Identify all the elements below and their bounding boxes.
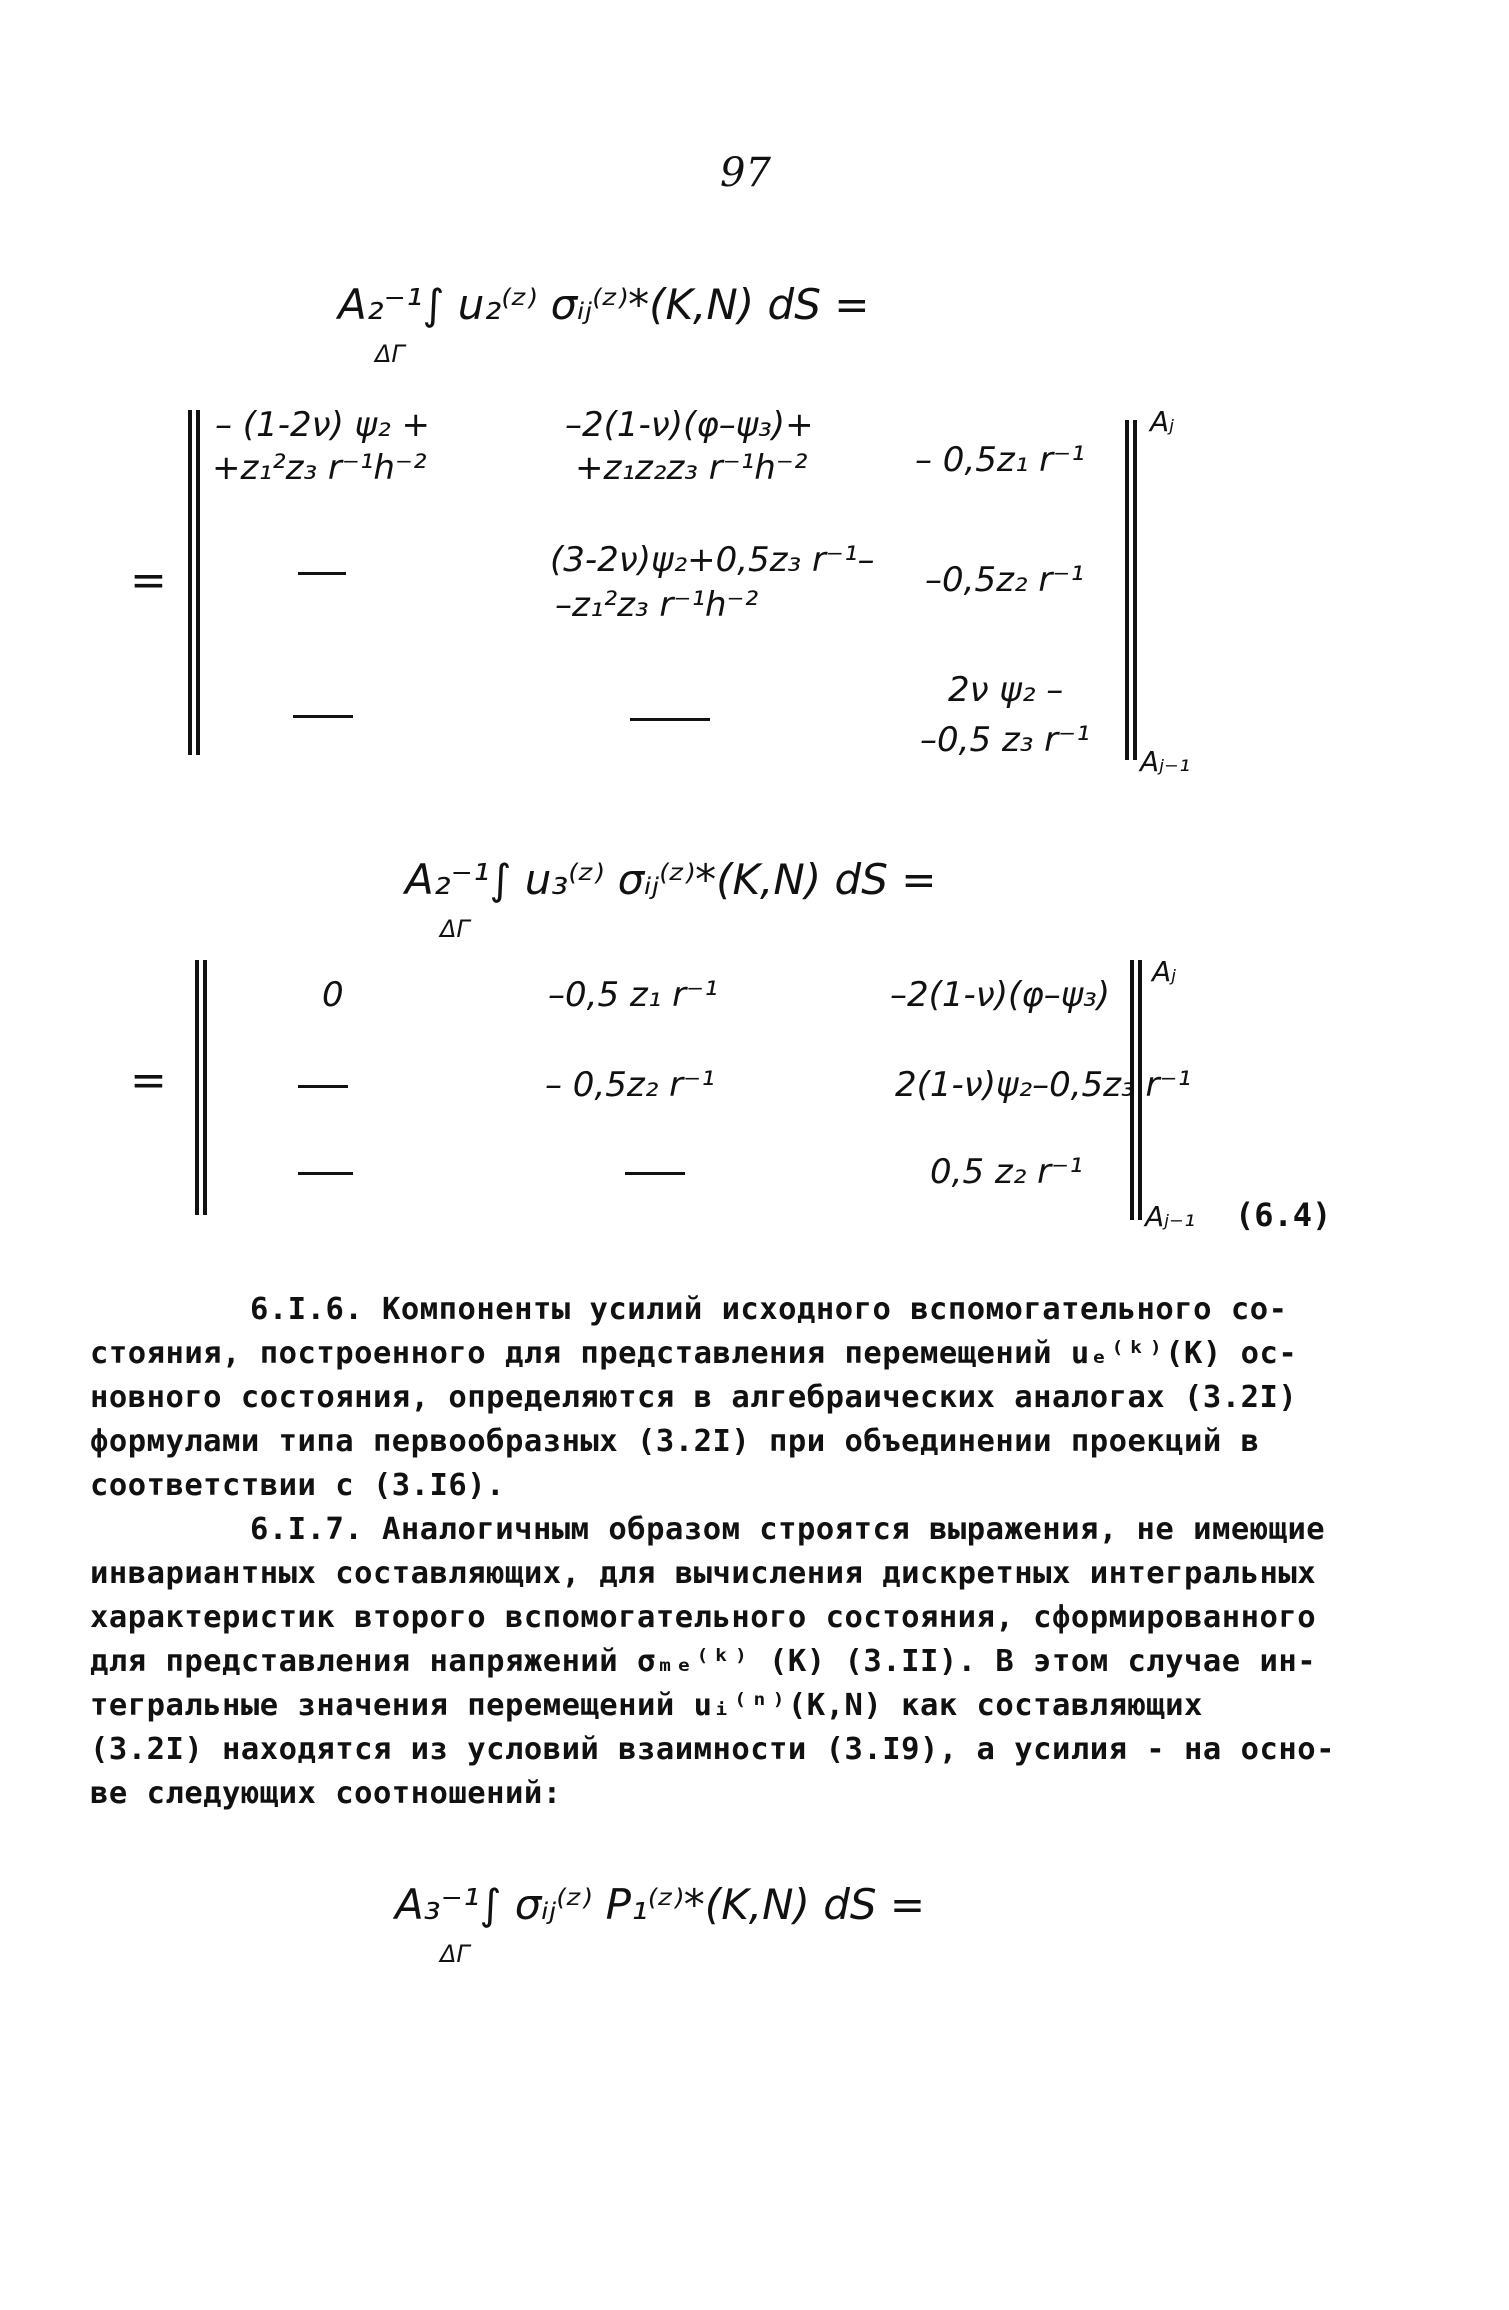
eq2-r1c1: 0 — [322, 975, 344, 1015]
eq2-r3c3: 0,5 z₂ r⁻¹ — [930, 1152, 1083, 1192]
paragraph-line: соответствии с (3.I6). — [90, 1468, 505, 1503]
eq2-r2c2: – 0,5z₂ r⁻¹ — [545, 1065, 715, 1105]
eq1-r3c1-dash — [293, 715, 353, 718]
eq3-lhs-subscript: ΔΓ — [440, 1940, 470, 1968]
eq2-left-bar — [195, 960, 199, 1215]
paragraph-line: для представления напряжений σₘₑ⁽ᵏ⁾ (K) (3.II). В этом случае ин- — [90, 1644, 1317, 1679]
equation-number: (6.4) — [1235, 1196, 1332, 1234]
eq1-right-bar — [1125, 420, 1129, 760]
eq1-lhs: A₂⁻¹∫ u₂⁽ᶻ⁾ σᵢⱼ⁽ᶻ⁾*(K,N) dS = — [338, 280, 870, 329]
eq1-r1c2-line2: +z₁z₂z₃ r⁻¹h⁻² — [575, 448, 808, 488]
eq1-r1c1-line2: +z₁²z₃ r⁻¹h⁻² — [212, 448, 427, 488]
paragraph-line: новного состояния, определяются в алгебраических аналогах (3.2I) — [90, 1380, 1298, 1415]
paragraph-line: (3.2I) находятся из условий взаимности (3.I9), а усилия - на осно- — [90, 1732, 1335, 1767]
eq2-lower-limit: Aⱼ₋₁ — [1145, 1200, 1196, 1233]
paragraph-6-1-6 — [90, 1288, 1340, 1508]
eq3-lhs: A₃⁻¹∫ σᵢⱼ⁽ᶻ⁾ P₁⁽ᶻ⁾*(K,N) dS = — [395, 1880, 926, 1929]
eq1-upper-limit: Aⱼ — [1150, 405, 1175, 438]
eq1-right-bar-2 — [1133, 420, 1137, 760]
eq1-r1c2-line1: –2(1-ν)(φ–ψ₃)+ — [565, 405, 814, 445]
paragraph-line: инвариантных составляющих, для вычисления дискретных интегральных — [90, 1556, 1317, 1591]
paragraph-line: 6.I.6. Компоненты усилий исходного вспомогательного со- — [250, 1292, 1288, 1327]
eq1-r2c2-line1: (3-2ν)ψ₂+0,5z₃ r⁻¹– — [550, 540, 875, 580]
eq1-r2c3: –0,5z₂ r⁻¹ — [925, 560, 1084, 600]
eq1-r3c3-line2: –0,5 z₃ r⁻¹ — [920, 720, 1090, 760]
eq1-r2c1-dash — [298, 572, 346, 575]
eq2-r3c1-dash — [298, 1172, 353, 1175]
paragraph-6-1-7 — [90, 1508, 1340, 1816]
eq1-left-bar — [188, 410, 192, 755]
eq2-equals-sign: = — [130, 1055, 167, 1106]
paragraph-line: стояния, построенного для представления перемещений uₑ⁽ᵏ⁾(K) ос- — [90, 1336, 1298, 1371]
eq1-lower-limit: Aⱼ₋₁ — [1140, 745, 1191, 778]
eq1-equals-sign: = — [130, 555, 167, 606]
eq1-lhs-subscript: ΔΓ — [375, 340, 405, 368]
paragraph-line: формулами типа первообразных (3.2I) при объединении проекций в — [90, 1424, 1260, 1459]
eq1-r2c2-line2: –z₁²z₃ r⁻¹h⁻² — [555, 585, 759, 625]
page-number: 97 — [720, 150, 771, 196]
eq1-r1c1-line1: – (1-2ν) ψ₂ + — [215, 405, 431, 445]
eq1-left-bar-2 — [196, 410, 200, 755]
eq2-lhs-subscript: ΔΓ — [440, 915, 470, 943]
paragraph-line: тегральные значения перемещений uᵢ⁽ⁿ⁾(K,N) как составляющих — [90, 1688, 1203, 1723]
eq2-lhs: A₂⁻¹∫ u₃⁽ᶻ⁾ σᵢⱼ⁽ᶻ⁾*(K,N) dS = — [405, 855, 937, 904]
eq2-r1c2: –0,5 z₁ r⁻¹ — [548, 975, 718, 1015]
eq2-upper-limit: Aⱼ — [1152, 955, 1177, 988]
eq1-r3c3-line1: 2ν ψ₂ – — [948, 670, 1064, 710]
eq2-r2c3: 2(1-ν)ψ₂–0,5z₃ r⁻¹ — [895, 1065, 1192, 1105]
paragraph-line: 6.I.7. Аналогичным образом строятся выражения, не имеющие — [250, 1512, 1326, 1547]
eq2-r2c1-dash — [298, 1085, 348, 1088]
eq1-r1c3: – 0,5z₁ r⁻¹ — [915, 440, 1085, 480]
eq1-r3c2-dash — [630, 718, 710, 721]
eq2-r3c2-dash — [625, 1172, 685, 1175]
eq2-left-bar-2 — [203, 960, 207, 1215]
paragraph-line: характеристик второго вспомогательного состояния, сформированного — [90, 1600, 1317, 1635]
paragraph-line: ве следующих соотношений: — [90, 1776, 562, 1811]
eq2-r1c3: –2(1-ν)(φ–ψ₃) — [890, 975, 1111, 1015]
